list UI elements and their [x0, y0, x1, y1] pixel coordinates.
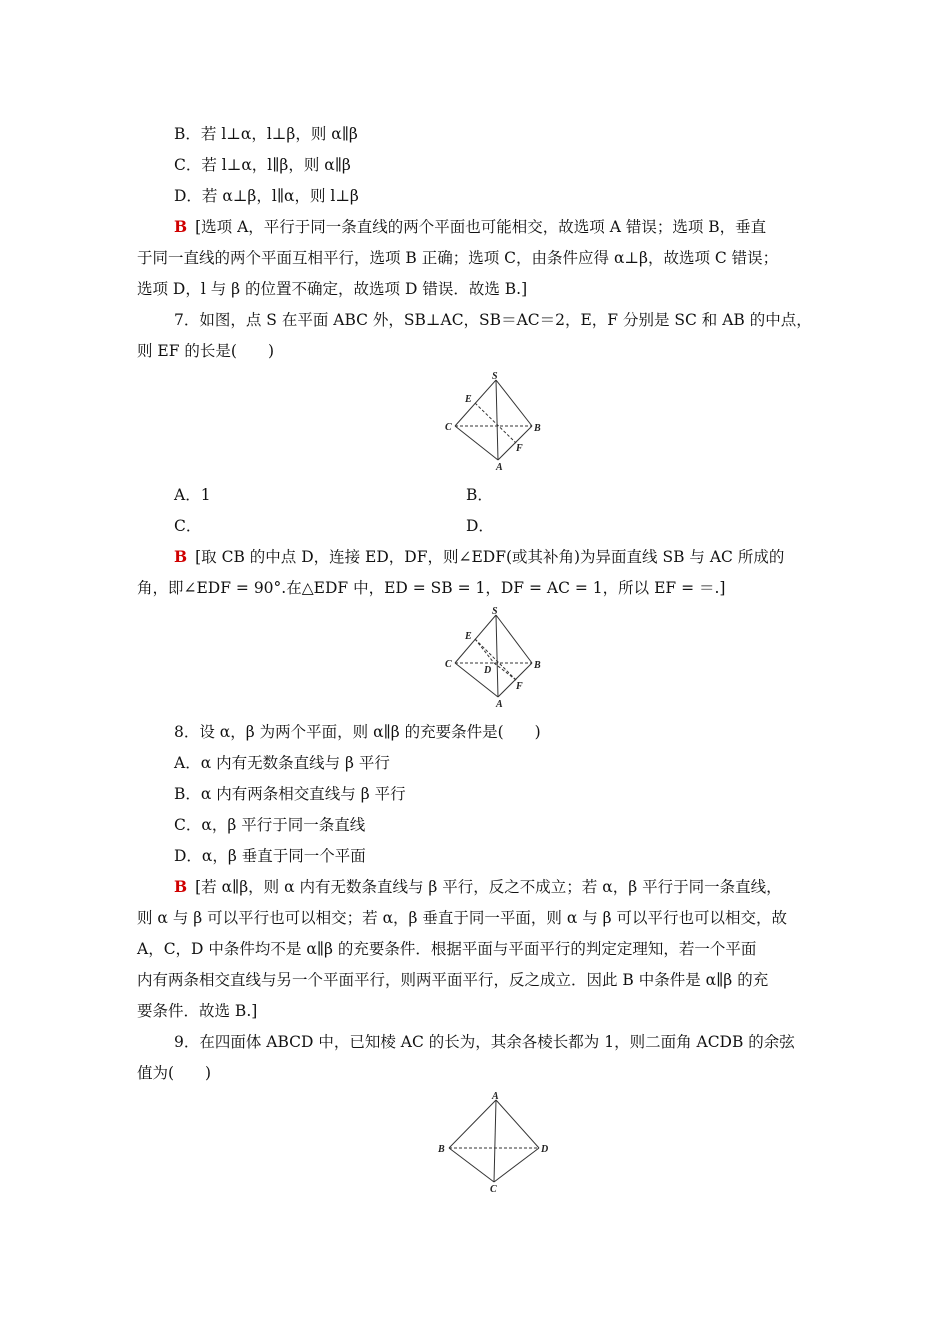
- fig2-label-a: A: [496, 699, 503, 709]
- fig1-label-a: A: [496, 462, 503, 473]
- fig1-label-s: S: [492, 371, 498, 382]
- q8-explanation-line-5: 要条件．故选 B.]: [137, 1002, 258, 1020]
- q6-explanation-line-2: 于同一直线的两个平面互相平行，选项 B 正确；选项 C，由条件应得 α⊥β，故选项 C 错误；: [137, 249, 779, 267]
- q9-tetrahedron-figure: [434, 1090, 554, 1194]
- fig2-label-e: E: [465, 631, 472, 642]
- q7-solution-figure: [440, 605, 550, 709]
- q9-stem-line-1: 9．在四面体 ABCD 中，已知棱 AC 的长为，其余各棱长都为 1，则二面角 ACDB 的余弦: [174, 1033, 795, 1051]
- q8-option-a: A．α 内有无数条直线与 β 平行: [174, 754, 390, 772]
- q7-stem-line-2: 则 EF 的长是( ): [137, 342, 275, 360]
- q6-option-d: D．若 α⊥β，l∥α，则 l⊥β: [174, 187, 359, 205]
- q7-option-b: B．: [466, 486, 493, 504]
- q6-option-b: B．若 l⊥α，l⊥β，则 α∥β: [174, 125, 358, 143]
- fig1-label-e: E: [465, 394, 472, 405]
- fig3-label-a: A: [492, 1091, 499, 1102]
- q6-answer: B: [174, 217, 188, 236]
- q7-option-d: D．: [466, 517, 494, 535]
- q8-stem: 8．设 α，β 为两个平面，则 α∥β 的充要条件是( ): [174, 723, 541, 741]
- fig1-label-b: B: [534, 423, 541, 434]
- q8-answer: B: [174, 877, 188, 896]
- fig2-label-f: F: [516, 681, 523, 692]
- q6-explanation-line-3: 选项 D，l 与 β 的位置不确定，故选项 D 错误．故选 B.]: [137, 280, 528, 298]
- q7-tetrahedron-figure: [440, 370, 550, 474]
- q8-explanation-line-4: 内有两条相交直线与另一个平面平行，则两平面平行，反之成立．因此 B 中条件是 α∥β 的充: [137, 971, 769, 989]
- q8-option-d: D．α，β 垂直于同一个平面: [174, 847, 366, 865]
- q7-option-c: C．: [174, 517, 202, 535]
- q7-explanation-line-1: B [取 CB 的中点 D，连接 ED，DF，则∠EDF(或其补角)为异面直线 SB 与 AC 所成的: [174, 547, 785, 566]
- fig3-label-c: C: [490, 1184, 497, 1194]
- q7-answer: B: [174, 547, 188, 566]
- q9-stem-line-2: 值为( ): [137, 1064, 212, 1082]
- fig2-label-s: S: [492, 606, 498, 617]
- fig1-label-f: F: [516, 443, 523, 454]
- fig3-label-d: D: [541, 1144, 549, 1155]
- q8-explanation-line-3: A，C，D 中条件均不是 α∥β 的充要条件．根据平面与平面平行的判定定理知，若一个平面: [137, 940, 757, 958]
- fig3-label-b: B: [438, 1144, 445, 1155]
- fig2-label-b: B: [534, 660, 541, 671]
- fig2-label-d: D: [484, 665, 492, 676]
- q7-option-a: A．1: [174, 486, 211, 504]
- q8-explanation-line-2: 则 α 与 β 可以平行也可以相交；若 α，β 垂直于同一平面，则 α 与 β 可以平行也可以相交，故: [137, 909, 788, 927]
- q6-option-c: C．若 l⊥α，l∥β，则 α∥β: [174, 156, 351, 174]
- q8-option-c: C．α，β 平行于同一条直线: [174, 816, 366, 834]
- q8-explanation-line-1: B [若 α∥β，则 α 内有无数条直线与 β 平行，反之不成立；若 α，β 平行于同一条直线，: [174, 877, 782, 896]
- fig1-label-c: C: [445, 422, 452, 433]
- fig2-label-c: C: [445, 659, 452, 670]
- q7-explanation-line-2: 角，即∠EDF = 90°.在△EDF 中，ED = SB = 1，DF = AC = 1，所以 EF = ＝.]: [137, 579, 726, 597]
- q8-option-b: B．α 内有两条相交直线与 β 平行: [174, 785, 406, 803]
- q7-stem-line-1: 7．如图，点 S 在平面 ABC 外，SB⊥AC，SB＝AC＝2，E，F 分别是 SC 和 AB 的中点，: [174, 311, 812, 329]
- q6-explanation-line-1: B [选项 A，平行于同一条直线的两个平面也可能相交，故选项 A 错误；选项 B，垂直: [174, 217, 767, 236]
